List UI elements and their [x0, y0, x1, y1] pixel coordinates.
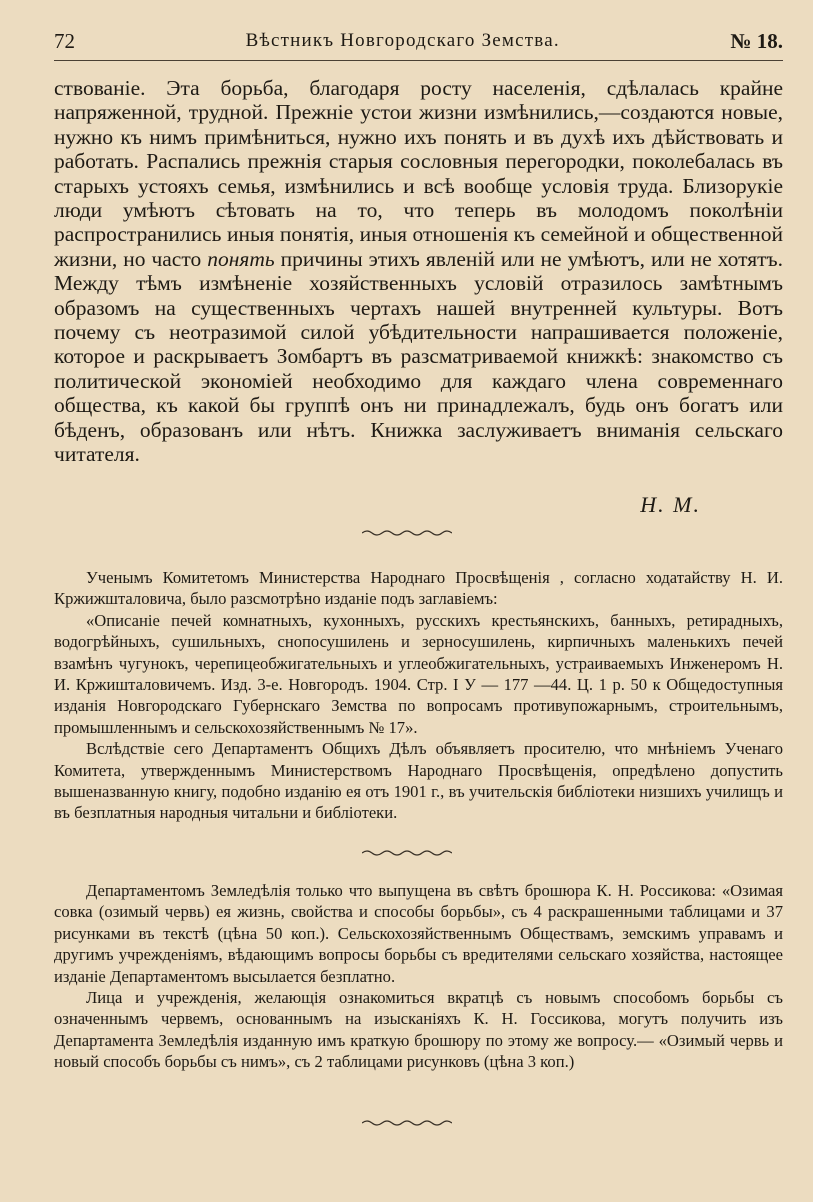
notice-ministry — [54, 567, 783, 824]
ornament-divider — [362, 528, 452, 538]
article-text-part1: ствованіе. Эта борьба, благодаря росту населенія, сдѣлалась крайне напряженной, трудной. Прежніе устои жизни измѣнились,—создаются новые, нужно къ нимъ примѣниться, нужно ихъ понять и въ духѣ ихъ дѣйствовать и работать. Распались прежнія старыя сословныя перегородки, поколебалась въ старыхъ устояхъ семья, измѣнились и всѣ вообще условія труда. Близорукіе люди умѣютъ сѣтовать на то, что теперь въ молодомъ поколѣніи распространились иныя понятія, иныя отношенія къ семейной и общественной жизни, но часто — [54, 76, 783, 271]
notice-paragraph: Ученымъ Комитетомъ Министерства Народнаго Просвѣщенія , согласно ходатайству Н. И. Кржижшталовича, было разсмотрѣно изданіе подъ заглавіемъ: — [54, 568, 783, 609]
notice-paragraph: Лица и учрежденія, желающія ознакомиться вкратцѣ съ новымъ способомъ борьбы съ означеннымъ червемъ, основаннымъ на изысканіяхъ К. Н. Госсикова, могутъ получить изъ Департамента Земледѣлія изданную имъ краткую брошюру по этому же вопросу.— «Озимый червь и новый способъ борьбы съ нимъ», съ 2 таблицами рисунковъ (цѣна 3 коп.) — [54, 988, 783, 1072]
page-number: 72 — [54, 28, 75, 53]
author-signature: Н. М. — [640, 492, 701, 517]
notice-paragraph: «Описаніе печей комнатныхъ, кухонныхъ, русскихъ крестьянскихъ, банныхъ, ретирадныхъ, водогрѣйныхъ, сушильныхъ, снопосушилень и зерносушилень, кирпичныхъ маленькихъ печей взамѣнъ чугунокъ, черепицеобжигательныхъ и углеобжигательныхъ, устраиваемыхъ Инженеромъ Н. И. Кржишталовичемъ. Изд. 3-е. Новгородъ. 1904. Стр. I У — 177 —44. Ц. 1 р. 50 к Общедоступныя изданія Новгородскаго Губернскаго Земства по вопросамъ противупожарнымъ, строительнымъ, промышленнымъ и сельскохозяйственнымъ № 17». — [54, 610, 783, 737]
article-text — [54, 76, 783, 467]
article-text-part2: причины этихъ явленій или не умѣютъ, или не хотятъ. Между тѣмъ измѣненіе хозяйственныхъ условій отразилось замѣтнымъ образомъ на существенныхъ чертахъ нашей внутренней культуры. Вотъ почему съ неотразимой силой убѣдительности напрашивается положеніе, которое и раскрываетъ Зомбартъ въ разсматриваемой книжкѣ: знакомство съ политической экономіей необходимо для каждаго члена современнаго общества, къ какой бы группѣ онъ ни принадлежалъ, будь онъ богатъ или бѣденъ, образованъ или нѣтъ. Книжка заслуживаетъ вниманія сельскаго читателя. — [54, 246, 783, 467]
notice-paragraph: Вслѣдствіе сего Департаментъ Общихъ Дѣлъ объявляетъ просителю, что мнѣніемъ Ученаго Комитета, утвержденнымъ Министерствомъ Народнаго Просвѣщенія, опредѣлено допустить вышеназванную книгу, подобно изданію ея отъ 1901 г., въ учительскія библіотеки низшихъ училищъ и въ безплатныя народныя читальни и библіотеки. — [54, 739, 783, 823]
ornament-divider — [362, 1118, 452, 1128]
running-header — [54, 22, 783, 61]
journal-title: Вѣстникъ Новгородскаго Земства. — [245, 30, 560, 51]
emphasis-word: понять — [207, 246, 275, 271]
ornament-divider — [362, 848, 452, 858]
issue-number: № 18. — [730, 28, 783, 53]
notice-agriculture — [54, 880, 783, 1073]
article-paragraph — [54, 76, 783, 467]
notice-paragraph: Департаментомъ Земледѣлія только что выпущена въ свѣтъ брошюра К. Н. Россикова: «Озимая совка (озимый червь) ея жизнь, свойства и способы борьбы», съ 4 раскрашенными таблицами и 37 рисунками въ текстѣ (цѣна 50 коп.). Сельскохозяйственнымъ Обществамъ, земскимъ управамъ и другимъ учрежденіямъ, вѣдающимъ вопросы борьбы съ вредителями сельскаго хозяйства, настоящее изданіе Департаментомъ высылается безплатно. — [54, 881, 783, 986]
